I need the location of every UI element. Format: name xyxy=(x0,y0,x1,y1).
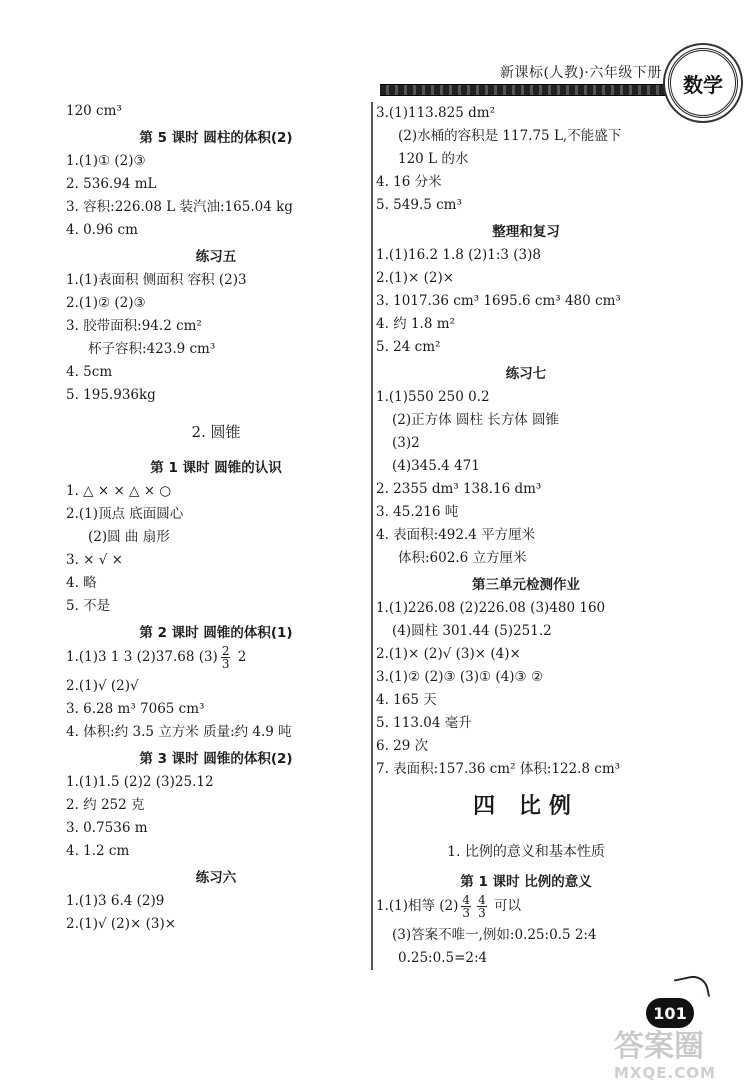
watermark xyxy=(614,1030,744,1086)
fraction-numerator: 4 xyxy=(478,893,486,907)
answer-line: 3. 1017.36 cm³ 1695.6 cm³ 480 cm³ xyxy=(376,293,621,309)
answer-line: (3)答案不唯一,例如:0.25:0.5 2:4 xyxy=(392,927,597,943)
header-title: 新课标(人教)·六年级下册 xyxy=(500,65,662,81)
answer-line: 1.(1)226.08 (2)226.08 (3)480 160 xyxy=(376,600,606,616)
answer-text: 1.(1)相等 (2) xyxy=(376,898,459,914)
answer-line: 5. 不是 xyxy=(66,598,111,614)
answer-line: 1.(1)550 250 0.2 xyxy=(376,389,490,405)
answer-line: 4. 165 天 xyxy=(376,692,437,708)
answer-line: 2.(1)√ (2)× (3)× xyxy=(66,916,177,932)
section-heading: 练习五 xyxy=(195,249,237,265)
answer-line: 5. 549.5 cm³ xyxy=(376,197,462,213)
right-column xyxy=(376,102,676,970)
answer-line: 6. 29 次 xyxy=(376,738,429,754)
header-rule xyxy=(380,84,680,96)
answer-line: 1.(1)① (2)③ xyxy=(66,153,146,169)
section-heading: 第三单元检测作业 xyxy=(472,577,580,593)
fraction xyxy=(477,894,487,919)
section-heading: 练习七 xyxy=(505,366,547,382)
answer-line: 2.(1)× (2)√ (3)× (4)× xyxy=(376,646,521,662)
section-heading: 第 2 课时 圆锥的体积(1) xyxy=(139,625,293,641)
answer-line: 4. 1.2 cm xyxy=(66,843,130,859)
answer-text: 2 xyxy=(233,649,247,665)
answer-line: (4)345.4 471 xyxy=(392,458,480,474)
fraction-numerator: 4 xyxy=(462,893,471,907)
answer-line: 2. 2355 dm³ 138.16 dm³ xyxy=(376,481,542,497)
answer-line: 3. 0.7536 m xyxy=(66,820,148,836)
section-heading: 第 1 课时 圆锥的认识 xyxy=(150,460,282,476)
answer-line: 3. 胶带面积:94.2 cm² xyxy=(66,318,202,334)
answer-line: 3.(1)113.825 dm² xyxy=(376,105,495,121)
answer-line: 3. 6.28 m³ 7065 cm³ xyxy=(66,701,205,717)
answer-line: 3. 45.216 吨 xyxy=(376,504,459,520)
answer-line: 7. 表面积:157.36 cm² 体积:122.8 cm³ xyxy=(376,761,621,777)
column-divider xyxy=(371,102,373,970)
answer-line: 2.(1)× (2)× xyxy=(376,270,455,286)
answer-line: 4. 表面积:492.4 平方厘米 xyxy=(376,527,536,543)
fraction-denominator: 3 xyxy=(478,906,486,920)
answer-line-fraction xyxy=(376,894,676,924)
answer-line: 1.(1)1.5 (2)2 (3)25.12 xyxy=(66,774,214,790)
answer-line: 2.(1)② (2)③ xyxy=(66,295,146,311)
section-heading: 第 5 课时 圆柱的体积(2) xyxy=(139,130,293,146)
watermark-main: 答案圈 xyxy=(614,1029,704,1064)
section-heading: 练习六 xyxy=(195,870,237,886)
watermark-sub: MXQE.COM xyxy=(614,1064,716,1082)
answer-line: 3.(1)② (2)③ (3)① (4)③ ② xyxy=(376,669,544,685)
answer-line: 4. 5cm xyxy=(66,364,113,380)
section-heading: 第 1 课时 比例的意义 xyxy=(460,874,592,890)
answer-line: 4. 16 分米 xyxy=(376,174,442,190)
answer-line: 1.(1)3 6.4 (2)9 xyxy=(66,893,165,909)
fraction xyxy=(221,645,231,670)
answer-line: 120 cm³ xyxy=(66,103,122,119)
answer-line: (2)圆 曲 扇形 xyxy=(88,529,170,545)
subject-badge: 数学 xyxy=(668,48,738,118)
left-column xyxy=(66,100,366,936)
subchapter-heading: 1. 比例的意义和基本性质 xyxy=(447,844,605,860)
fraction-denominator: 3 xyxy=(462,906,471,920)
section-heading: 第 3 课时 圆锥的体积(2) xyxy=(139,751,293,767)
answer-line: 体积:602.6 立方厘米 xyxy=(398,550,527,566)
answer-line: 0.25:0.5=2:4 xyxy=(398,950,488,966)
chapter-heading: 2. 圆锥 xyxy=(191,423,241,441)
answer-line: 5. 113.04 毫升 xyxy=(376,715,472,731)
fraction-numerator: 2 xyxy=(221,644,230,658)
answer-line: (2)水桶的容积是 117.75 L,不能盛下 xyxy=(398,128,622,144)
page-number: 101 xyxy=(646,998,694,1028)
answer-line: 杯子容积:423.9 cm³ xyxy=(88,341,216,357)
fraction-denominator: 3 xyxy=(221,657,230,671)
answer-line: (4)圆柱 301.44 (5)251.2 xyxy=(392,623,552,639)
answer-line-fraction xyxy=(66,645,366,675)
unit-title: 四 比例 xyxy=(473,794,579,819)
answer-line: 1. △ × × △ × ○ xyxy=(66,483,172,499)
answer-line: (3)2 xyxy=(392,435,420,451)
answer-line: 1.(1)16.2 1.8 (2)1:3 (3)8 xyxy=(376,247,541,263)
answer-line: 4. 体积:约 3.5 立方米 质量:约 4.9 吨 xyxy=(66,724,292,740)
answer-line: 5. 195.936kg xyxy=(66,387,156,403)
answer-line: 2. 536.94 mL xyxy=(66,176,157,192)
answer-line: 2.(1)√ (2)√ xyxy=(66,678,139,694)
answer-line: 1.(1)表面积 侧面积 容积 (2)3 xyxy=(66,272,247,288)
answer-line: 2. 约 252 克 xyxy=(66,797,145,813)
answer-text: 可以 xyxy=(489,898,521,914)
answer-line: (2)正方体 圆柱 长方体 圆锥 xyxy=(392,412,559,428)
answer-line: 4. 0.96 cm xyxy=(66,222,138,238)
answer-line: 120 L 的水 xyxy=(398,151,469,167)
answer-line: 2.(1)顶点 底面圆心 xyxy=(66,506,184,522)
answer-line: 4. 约 1.8 m² xyxy=(376,316,455,332)
answer-line: 3. 容积:226.08 L 装汽油:165.04 kg xyxy=(66,199,293,215)
answer-text: 1.(1)3 1 3 (2)37.68 (3) xyxy=(66,649,218,665)
section-heading: 整理和复习 xyxy=(492,224,560,240)
fraction xyxy=(461,894,471,919)
answer-line: 3. × √ × xyxy=(66,552,123,568)
answer-line: 5. 24 cm² xyxy=(376,339,441,355)
answer-line: 4. 略 xyxy=(66,575,97,591)
